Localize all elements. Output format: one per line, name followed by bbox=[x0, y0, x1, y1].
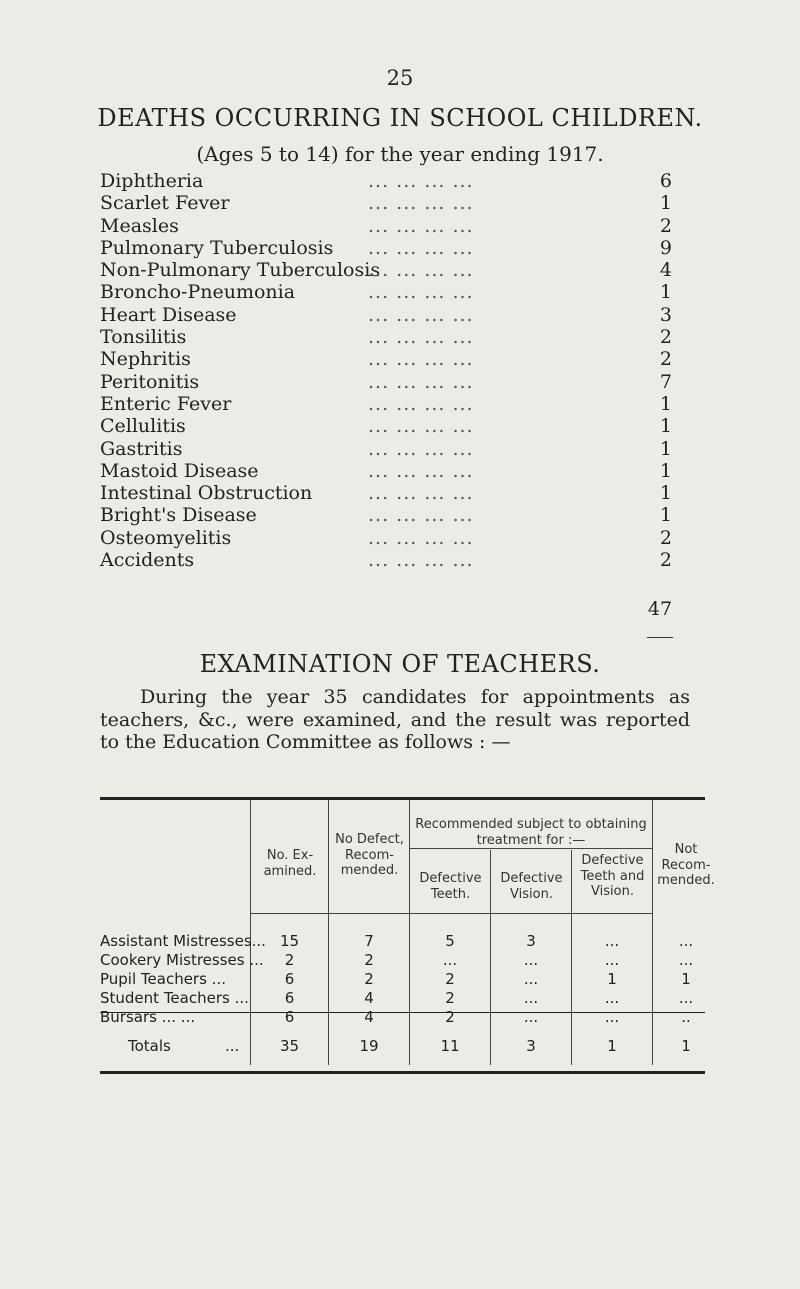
total-not-recommended: 1 bbox=[681, 1037, 691, 1055]
row-label: Assistant Mistresses... bbox=[100, 932, 266, 950]
cell-teeth: 2 bbox=[445, 989, 455, 1007]
row-label: Pupil Teachers ... bbox=[100, 970, 226, 988]
table-bottom-rule bbox=[100, 1071, 705, 1074]
cell-vision: 3 bbox=[526, 932, 536, 950]
cell-teeth: 2 bbox=[445, 1008, 455, 1026]
cause-count: 7 bbox=[659, 370, 672, 393]
list-item bbox=[100, 281, 672, 303]
cell-examined: 15 bbox=[279, 932, 300, 950]
list-item bbox=[100, 460, 672, 482]
header-no-defect: No Defect, Recom- mended. bbox=[335, 832, 404, 878]
list-item bbox=[100, 504, 672, 526]
list-item bbox=[100, 348, 672, 370]
table-top-rule bbox=[100, 797, 705, 800]
leader-dots: ... ... ... ... bbox=[368, 415, 474, 438]
cause-count: 2 bbox=[659, 348, 672, 371]
header-recommended-group: Recommended subject to obtaining treatment for :— bbox=[415, 817, 647, 848]
cause-count: 1 bbox=[659, 281, 672, 304]
leader-dots: ... ... ... ... bbox=[368, 392, 474, 415]
cause-count: 1 bbox=[659, 504, 672, 527]
leader-dots: ... ... ... ... bbox=[368, 303, 474, 326]
cell-teeth-vision: ... bbox=[604, 951, 620, 969]
list-item bbox=[100, 192, 672, 214]
cause-label: Non-Pulmonary Tuberculosis bbox=[100, 259, 381, 282]
leader-dots: ... ... ... ... bbox=[368, 459, 474, 482]
cell-vision: ... bbox=[523, 970, 539, 988]
cause-label: Mastoid Disease bbox=[100, 459, 259, 482]
row-label: Student Teachers ... bbox=[100, 989, 249, 1007]
cause-label: Gastritis bbox=[100, 437, 183, 460]
cell-no-defect: 2 bbox=[364, 970, 374, 988]
cell-teeth-vision: ... bbox=[604, 932, 620, 950]
cause-count: 1 bbox=[659, 437, 672, 460]
cause-label: Heart Disease bbox=[100, 303, 237, 326]
cause-label: Peritonitis bbox=[100, 370, 200, 393]
cell-no-defect: 7 bbox=[364, 932, 374, 950]
cause-count: 1 bbox=[659, 482, 672, 505]
header-defective-teeth: Defective Teeth. bbox=[419, 871, 482, 902]
totals-dots: ... bbox=[225, 1037, 240, 1055]
cause-label: Broncho-Pneumonia bbox=[100, 281, 296, 304]
cell-not-recommended: ... bbox=[678, 989, 694, 1007]
cell-teeth: ... bbox=[442, 951, 458, 969]
cell-vision: ... bbox=[523, 951, 539, 969]
deaths-list bbox=[100, 170, 672, 571]
list-item bbox=[100, 415, 672, 437]
row-label: Bursars ... ... bbox=[100, 1008, 196, 1026]
row-label: Cookery Mistresses ... bbox=[100, 951, 264, 969]
cause-label: Enteric Fever bbox=[100, 392, 232, 415]
leader-dots: ... ... ... ... bbox=[368, 214, 474, 237]
cell-no-defect: 2 bbox=[364, 951, 374, 969]
page-number: 25 bbox=[386, 66, 414, 90]
list-item bbox=[100, 326, 672, 348]
total-rule bbox=[647, 637, 673, 638]
teachers-paragraph: During the year 35 candidates for appointments as teachers, &c., were examined, and the result was reported to the Education Committee as follows : — bbox=[100, 686, 690, 753]
cause-label: Accidents bbox=[100, 549, 195, 572]
header-examined: No. Ex- amined. bbox=[263, 848, 317, 879]
cell-teeth: 5 bbox=[445, 932, 455, 950]
leader-dots: ... ... ... ... bbox=[368, 348, 474, 371]
cause-label: Intestinal Obstruction bbox=[100, 482, 313, 505]
leader-dots: ... ... ... ... bbox=[368, 259, 474, 282]
totals-label: Totals bbox=[128, 1037, 171, 1055]
cause-count: 2 bbox=[659, 326, 672, 349]
cell-vision: ... bbox=[523, 1008, 539, 1026]
leader-dots: ... ... ... ... bbox=[368, 482, 474, 505]
cause-label: Pulmonary Tuberculosis bbox=[100, 236, 334, 259]
cell-teeth-vision: ... bbox=[604, 989, 620, 1007]
leader-dots: ... ... ... ... bbox=[368, 526, 474, 549]
cell-teeth-vision: 1 bbox=[607, 970, 617, 988]
total-no-defect: 19 bbox=[359, 1037, 379, 1055]
header-defective-teeth-vision: Defective Teeth and Vision. bbox=[580, 853, 645, 899]
total-teeth: 11 bbox=[440, 1037, 460, 1055]
cause-count: 6 bbox=[659, 170, 672, 192]
total-examined: 35 bbox=[279, 1037, 300, 1055]
cell-examined: 6 bbox=[284, 970, 295, 988]
cause-label: Tonsilitis bbox=[100, 326, 187, 349]
cause-label: Nephritis bbox=[100, 348, 191, 371]
cause-count: 1 bbox=[659, 459, 672, 482]
cause-count: 1 bbox=[659, 415, 672, 438]
cell-vision: ... bbox=[523, 989, 539, 1007]
cell-not-recommended: ... bbox=[678, 932, 694, 950]
list-item bbox=[100, 527, 672, 549]
cause-count: 2 bbox=[659, 526, 672, 549]
cell-examined: 6 bbox=[284, 989, 295, 1007]
leader-dots: ... ... ... ... bbox=[368, 192, 474, 215]
list-item bbox=[100, 393, 672, 415]
list-item bbox=[100, 259, 672, 281]
cause-label: Scarlet Fever bbox=[100, 192, 230, 215]
cause-count: 4 bbox=[659, 259, 672, 282]
cause-count: 9 bbox=[659, 236, 672, 259]
leader-dots: ... ... ... ... bbox=[368, 370, 474, 393]
leader-dots: ... ... ... ... bbox=[368, 504, 474, 527]
list-item bbox=[100, 215, 672, 237]
cause-label: Cellulitis bbox=[100, 415, 186, 438]
leader-dots: ... ... ... ... bbox=[368, 236, 474, 259]
list-item bbox=[100, 371, 672, 393]
cause-count: 3 bbox=[659, 303, 672, 326]
list-item bbox=[100, 549, 672, 571]
leader-dots: ... ... ... ... bbox=[368, 170, 474, 192]
total-teeth-vision: 1 bbox=[607, 1037, 617, 1055]
list-item bbox=[100, 438, 672, 460]
header-not-recommended: Not Recom- mended. bbox=[657, 842, 715, 888]
cause-label: Measles bbox=[100, 214, 179, 237]
header-defective-vision: Defective Vision. bbox=[500, 871, 563, 902]
leader-dots: ... ... ... ... bbox=[368, 437, 474, 460]
cell-no-defect: 4 bbox=[364, 1008, 374, 1026]
cell-teeth-vision: ... bbox=[604, 1008, 620, 1026]
deaths-subtitle: (Ages 5 to 14) for the year ending 1917. bbox=[196, 142, 604, 166]
cause-count: 1 bbox=[659, 192, 672, 215]
total-vision: 3 bbox=[526, 1037, 536, 1055]
list-item bbox=[100, 170, 672, 192]
deaths-total: 47 bbox=[647, 598, 673, 620]
cell-not-recommended: 1 bbox=[681, 970, 691, 988]
cell-not-recommended: ... bbox=[678, 951, 694, 969]
cause-count: 2 bbox=[659, 549, 672, 572]
cell-not-recommended: .. bbox=[681, 1008, 691, 1026]
cause-label: Diphtheria bbox=[100, 170, 204, 192]
list-item bbox=[100, 237, 672, 259]
cause-label: Bright's Disease bbox=[100, 504, 257, 527]
list-item bbox=[100, 304, 672, 326]
cause-label: Osteomyelitis bbox=[100, 526, 232, 549]
leader-dots: ... ... ... ... bbox=[368, 281, 474, 304]
leader-dots: ... ... ... ... bbox=[368, 326, 474, 349]
header-rule bbox=[250, 913, 652, 914]
cause-count: 1 bbox=[659, 392, 672, 415]
cell-examined: 2 bbox=[284, 951, 295, 969]
cell-no-defect: 4 bbox=[364, 989, 374, 1007]
cause-count: 2 bbox=[659, 214, 672, 237]
list-item bbox=[100, 482, 672, 504]
deaths-title: DEATHS OCCURRING IN SCHOOL CHILDREN. bbox=[97, 104, 703, 132]
leader-dots: ... ... ... ... bbox=[368, 549, 474, 572]
group-header-rule bbox=[409, 848, 652, 849]
cell-teeth: 2 bbox=[445, 970, 455, 988]
teachers-title: EXAMINATION OF TEACHERS. bbox=[199, 650, 601, 678]
cell-examined: 6 bbox=[284, 1008, 295, 1026]
